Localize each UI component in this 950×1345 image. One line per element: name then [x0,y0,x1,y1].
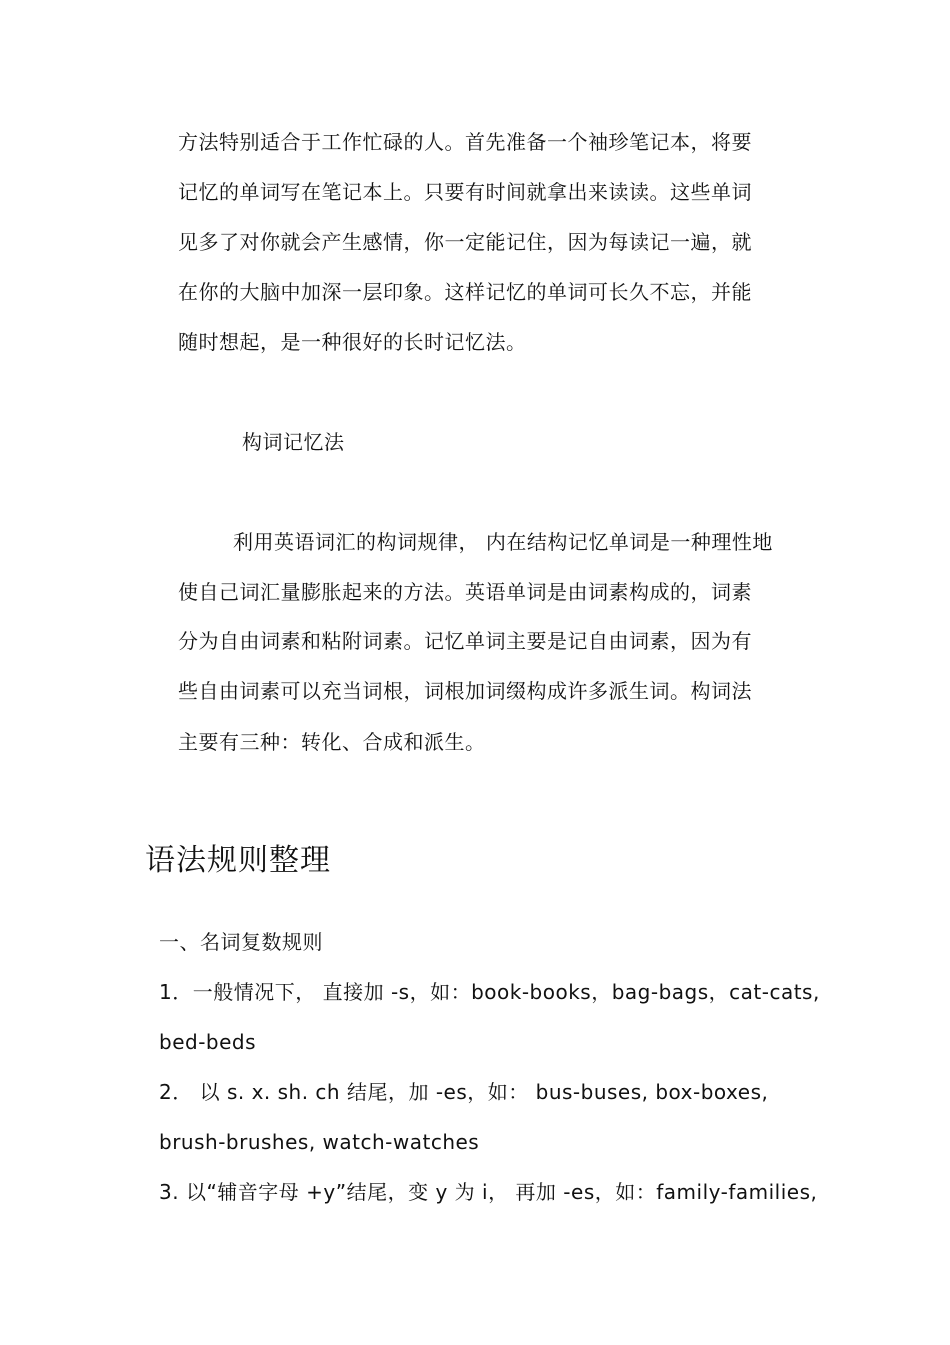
section-title: 语法规则整理 [145,843,331,878]
rule-line: 2． 以 s. x. sh. ch 结尾，加 -es，如： bus-buses, box-boxes, [159,1080,769,1104]
paragraph-line: 记忆的单词写在笔记本上。只要有时间就拿出来读读。这些单词 [178,180,752,204]
paragraph-line: 随时想起，是一种很好的长时记忆法。 [178,330,527,354]
paragraph-line: 使自己词汇量膨胀起来的方法。英语单词是由词素构成的，词素 [178,580,752,604]
paragraph-line: 见多了对你就会产生感情，你一定能记住，因为每读记一遍，就 [178,230,752,254]
paragraph-line: 主要有三种：转化、合成和派生。 [178,730,486,754]
paragraph-line: 在你的大脑中加深一层印象。这样记忆的单词可长久不忘，并能 [178,280,752,304]
paragraph-line: 些自由词素可以充当词根，词根加词缀构成许多派生词。构词法 [178,679,752,703]
rule-line: 3. 以“辅音字母 +y”结尾，变 y 为 i， 再加 -es，如：family-families, [159,1180,818,1204]
rule-line: 1．一般情况下， 直接加 -s，如：book-books，bag-bags，cat-cats, [159,980,820,1004]
paragraph-line: 分为自由词素和粘附词素。记忆单词主要是记自由词素，因为有 [178,629,752,653]
rule-heading: 一、名词复数规则 [159,930,323,954]
paragraph-line: 方法特别适合于工作忙碌的人。首先准备一个袖珍笔记本，将要 [178,130,752,154]
rule-line: brush-brushes, watch-watches [159,1130,480,1154]
subheading: 构词记忆法 [242,430,345,454]
paragraph-line: 利用英语词汇的构词规律， 内在结构记忆单词是一种理性地 [233,530,773,554]
rule-line: bed-beds [159,1030,257,1054]
